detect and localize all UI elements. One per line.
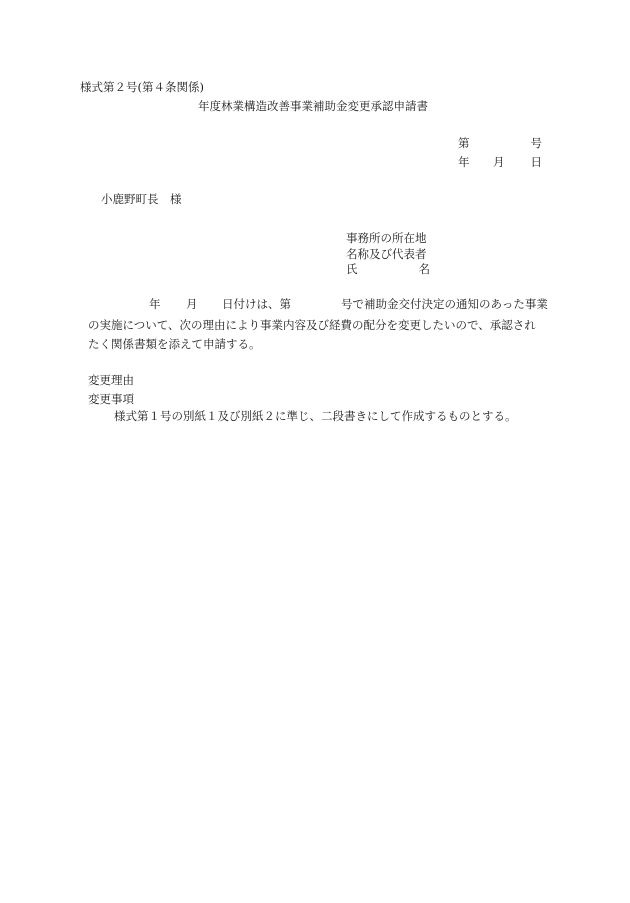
body-line-2: の実施について、次の理由により事業内容及び経費の配分を変更したいので、承認され [88, 318, 536, 332]
document-number [458, 138, 542, 151]
change-items-label: 変更事項 [88, 392, 134, 406]
form-number: 様式第２号(第４条関係) [80, 80, 204, 94]
applicant-address-label: 事務所の所在地 [346, 231, 427, 245]
body-day-text: 日付けは、第 [222, 297, 291, 311]
document-number-prefix: 第 [458, 136, 470, 150]
applicant-name-part2: 名 [418, 262, 430, 276]
applicant-name-rep-label: 名称及び代表者 [346, 247, 427, 261]
document-date [458, 157, 542, 170]
date-day-label: 日 [530, 155, 542, 169]
body-line-3: たく関係書類を添えて申請する。 [88, 337, 261, 351]
body-line-1 [88, 299, 560, 312]
applicant-name-row [346, 264, 430, 277]
date-year-label: 年 [458, 155, 470, 169]
body-year-label: 年 [149, 297, 161, 311]
document-number-suffix: 号 [530, 136, 542, 150]
change-reason-label: 変更理由 [88, 373, 134, 387]
document-title: 年度林業構造改善事業補助金変更承認申請書 [198, 99, 428, 113]
change-items-note: 様式第１号の別紙１及び別紙２に準じ、二段書きにして作成するものとする。 [114, 409, 517, 423]
applicant-name-part1: 氏 [346, 262, 358, 276]
date-month-label: 月 [493, 155, 505, 169]
body-month-label: 月 [186, 297, 198, 311]
body-line-1-rest: 号で補助金交付決定の通知のあった事業 [341, 297, 548, 311]
recipient: 小鹿野町長 様 [101, 192, 182, 206]
